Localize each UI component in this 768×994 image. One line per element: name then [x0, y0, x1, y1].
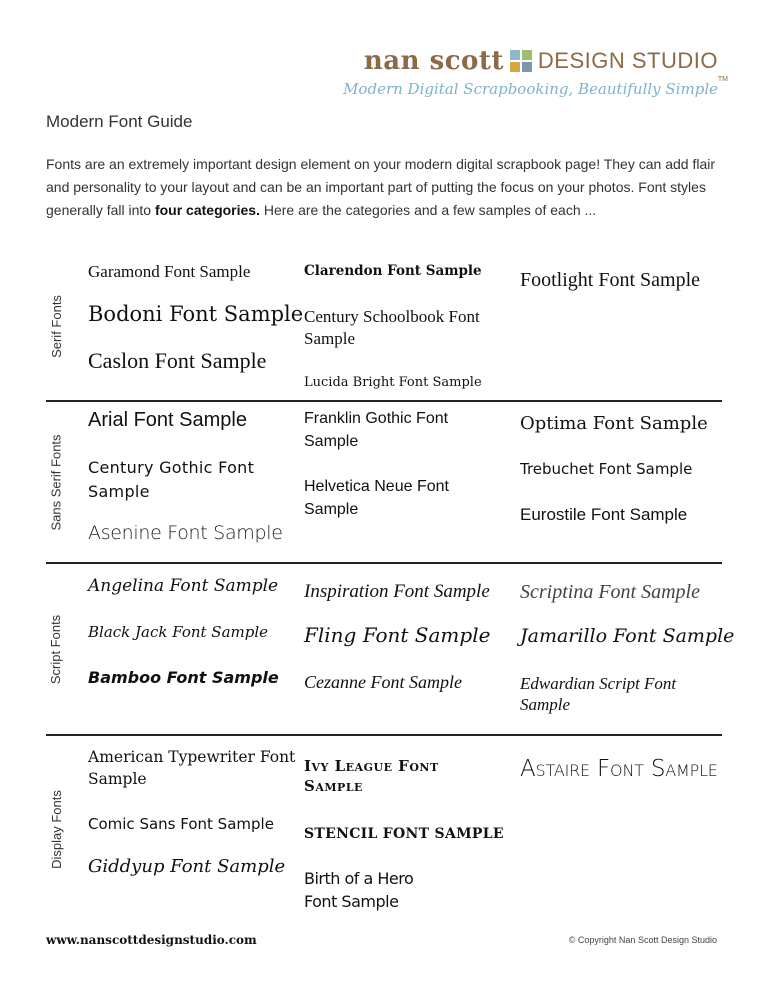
sample-optima: Optima Font Sample — [520, 413, 708, 434]
logo-squares-icon — [510, 50, 532, 72]
brand-logo — [343, 46, 718, 76]
section-label-script: Script Fonts — [48, 614, 64, 684]
brand-tagline: Modern Digital Scrapbooking, Beautifully Simple — [343, 80, 718, 98]
sample-astaire: Astaire Font Sample — [520, 756, 718, 782]
serif-section — [46, 252, 722, 400]
sample-trebuchet: Trebuchet Font Sample — [520, 460, 693, 478]
sample-garamond: Garamond Font Sample — [88, 262, 251, 281]
sample-clarendon: Clarendon Font Sample — [304, 263, 482, 279]
sans-serif-section — [46, 402, 722, 562]
sample-ivy-league: Ivy League Font Sample — [304, 757, 439, 795]
sample-lucida-bright: Lucida Bright Font Sample — [304, 375, 482, 390]
intro-text-end: Here are the categories and a few samples of each ... — [259, 202, 597, 218]
brand-header — [343, 46, 728, 98]
sample-scriptina: Scriptina Font Sample — [520, 581, 700, 603]
sample-edwardian-script: Edwardian Script Font Sample — [520, 674, 677, 714]
sample-caslon: Caslon Font Sample — [88, 348, 267, 373]
sample-angelina: Angelina Font Sample — [88, 576, 279, 596]
sample-birth-of-a-hero: Birth of a Hero Font Sample — [304, 869, 414, 911]
section-label-serif: Serif Fonts — [48, 294, 64, 358]
footer-copyright: © Copyright Nan Scott Design Studio — [568, 935, 717, 945]
section-label-sans: Sans Serif Fonts — [48, 433, 64, 531]
section-label-display: Display Fonts — [48, 789, 64, 869]
sample-giddyup: Giddyup Font Sample — [88, 856, 286, 877]
intro-text-start: Fonts are an extremely important design element on your modern digital scrapbook page! They can add flair and personality to your layout and can be an important part of putting the focus on your photos. Font styles generally fall into — [46, 156, 715, 218]
sample-black-jack: Black Jack Font Sample — [88, 623, 269, 641]
sample-bodoni: Bodoni Font Sample — [88, 302, 304, 326]
sample-american-typewriter: American Typewriter Font Sample — [88, 748, 296, 788]
sample-century-schoolbook: Century Schoolbook Font Sample — [304, 307, 480, 348]
sample-jamarillo: Jamarillo Font Sample — [520, 625, 735, 647]
sample-franklin-gothic: Franklin Gothic Font Sample — [304, 410, 449, 450]
sample-century-gothic: Century Gothic Font Sample — [88, 458, 255, 501]
intro-paragraph — [46, 153, 726, 222]
sample-eurostile: Eurostile Font Sample — [520, 505, 688, 524]
sample-fling: Fling Font Sample — [304, 623, 491, 647]
sample-footlight: Footlight Font Sample — [520, 269, 701, 291]
sample-arial: Arial Font Sample — [88, 409, 247, 431]
sample-bamboo: Bamboo Font Sample — [88, 668, 279, 687]
brand-studio: DESIGN STUDIO — [537, 48, 718, 73]
sample-asenine: Asenine Font Sample — [88, 522, 283, 544]
footer-website-url[interactable]: www.nanscottdesignstudio.com — [46, 933, 257, 947]
sample-helvetica-neue: Helvetica Neue Font Sample — [304, 478, 449, 518]
sample-comic-sans: Comic Sans Font Sample — [88, 815, 274, 833]
intro-bold-text: four categories. — [154, 202, 260, 218]
brand-name: nan scott — [363, 46, 504, 76]
sample-inspiration: Inspiration Font Sample — [304, 581, 490, 602]
sample-cezanne: Cezanne Font Sample — [304, 672, 462, 692]
page-title: Modern Font Guide — [46, 112, 193, 131]
trademark-mark: TM — [717, 76, 728, 83]
display-section — [46, 736, 722, 922]
script-section — [46, 564, 735, 734]
sample-stencil: STENCIL FONT SAMPLE — [304, 826, 504, 842]
